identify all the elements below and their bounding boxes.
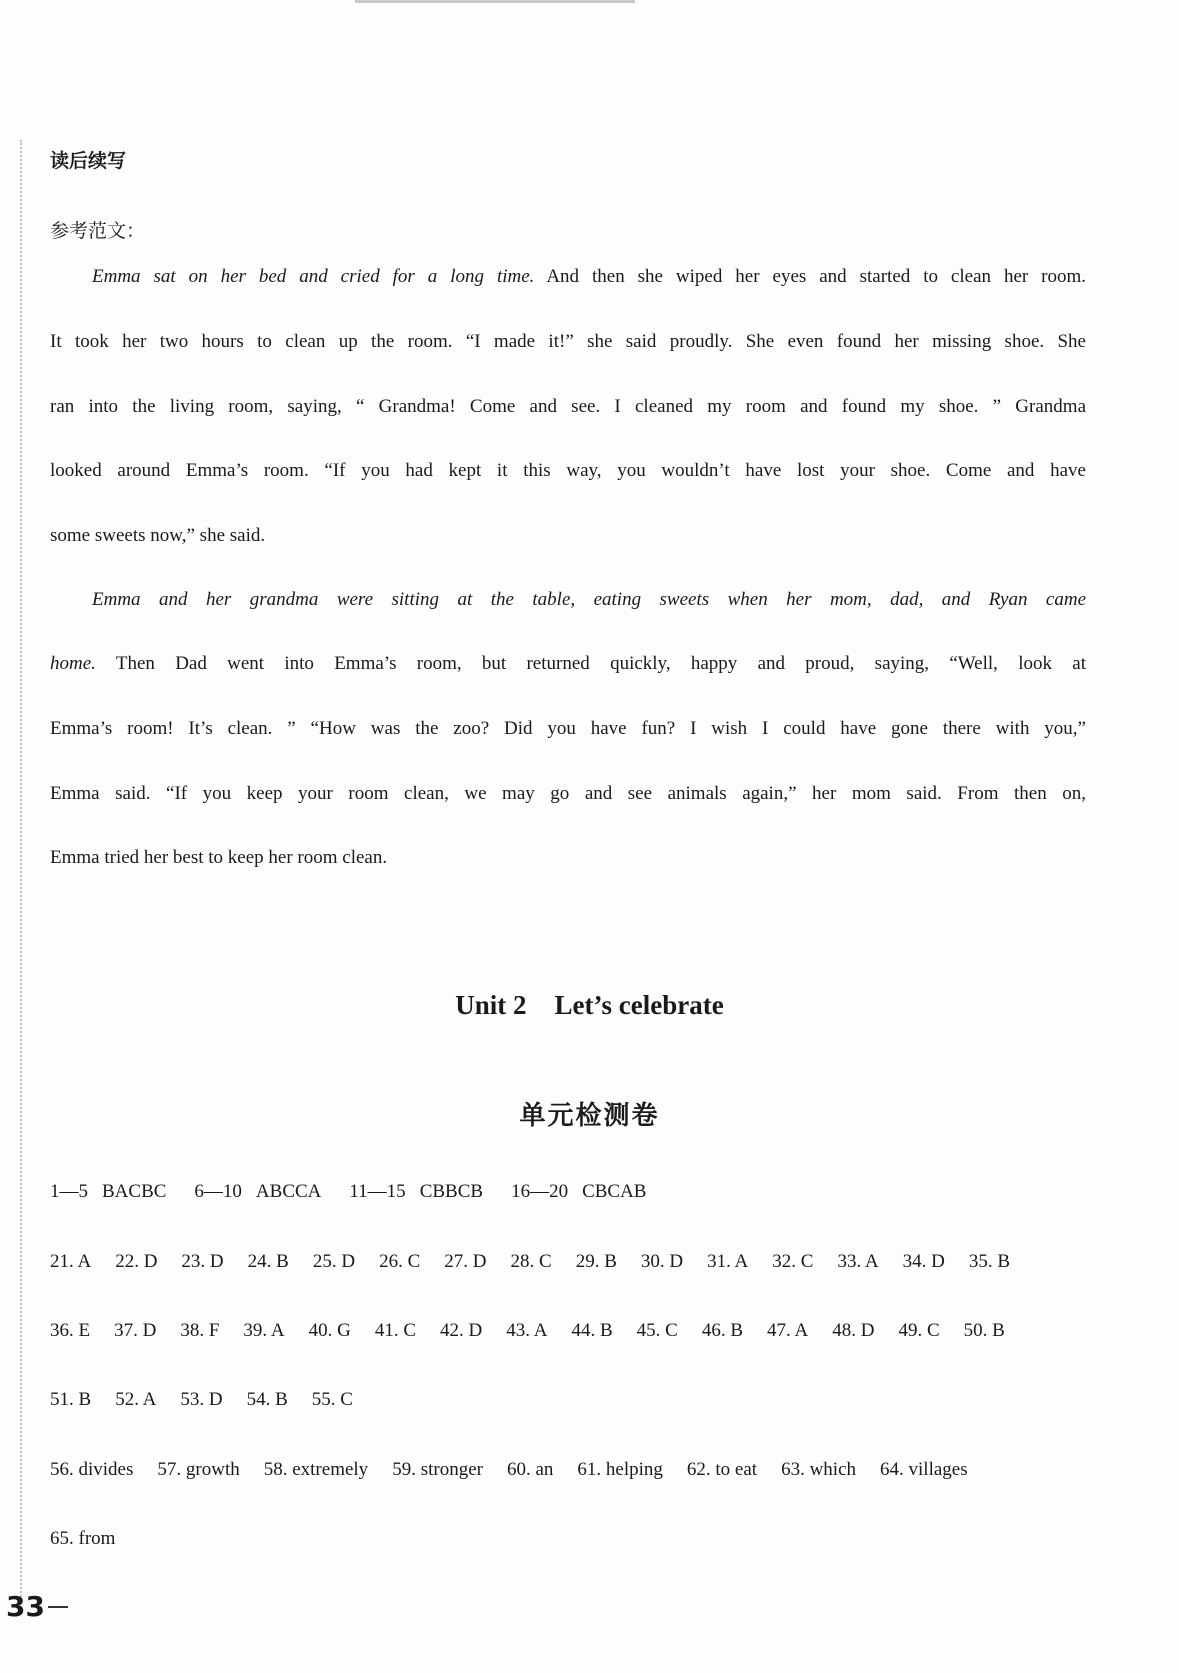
essay-line: Emma tried her best to keep her room clean. [50,847,388,868]
answer-range: 6—10 [194,1181,242,1202]
essay-line: Emma said. “If you keep your room clean, we may go and see animals again,” her mom said. From then on, [50,783,1086,804]
answer-letters: CBBCB [419,1181,484,1202]
page-number-dash [48,1606,68,1608]
answer-item: 31. A [707,1251,749,1272]
binding-dotted-line [20,140,22,1600]
essay-intro-italic: home. [50,653,96,674]
answer-item: 24. B [247,1251,289,1272]
answer-item: 48. D [832,1320,875,1341]
answer-item: 28. C [510,1251,552,1272]
answer-item: 51. B [50,1389,92,1410]
answer-item: 57. growth [157,1459,240,1480]
answer-item: 38. F [180,1320,220,1341]
answer-item: 23. D [181,1251,224,1272]
section-heading: 读后续写 [50,150,127,172]
essay-line: looked around Emma’s room. “If you had kept it this way, you wouldn’t have lost your shoe. Come and have [50,460,1086,481]
top-rule [355,0,635,3]
answer-item: 40. G [308,1320,351,1341]
answer-item: 60. an [506,1459,554,1480]
answer-item: 41. C [374,1320,417,1341]
answer-item: 53. D [180,1389,223,1410]
answer-item: 37. D [114,1320,157,1341]
answer-item: 25. D [312,1251,356,1272]
answer-item: 55. C [311,1389,353,1410]
essay-line: ran into the living room, saying, “ Grandma! Come and see. I cleaned my room and found my shoe. ” Grandma [50,396,1086,417]
answer-item: 49. C [898,1320,940,1341]
answer-item: 44. B [571,1320,613,1341]
essay-text: Then Dad went into Emma’s room, but returned quickly, happy and proud, saying, “Well, look at [115,653,1086,674]
unit-name: Let’s celebrate [554,990,724,1020]
answer-row [50,1320,1029,1342]
answer-item: 27. D [444,1251,487,1272]
answer-range: 1—5 [50,1181,88,1202]
answer-group [349,1181,483,1203]
answer-row [50,1459,992,1481]
answer-letters: BACBC [102,1181,167,1202]
sample-essay-label: 参考范文： [50,220,146,242]
answer-item: 36. E [50,1320,91,1341]
test-title: 单元检测卷 [519,1101,660,1131]
answer-letters: CBCAB [582,1181,647,1202]
answer-item: 21. A [50,1251,92,1272]
answer-item: 52. A [115,1389,157,1410]
answer-item: 46. B [701,1320,744,1341]
essay-paragraph2-intro: Emma and her grandma were sitting at the table, eating sweets when her mom, dad, and Ryan came [92,589,1086,610]
answer-item: 50. B [963,1320,1005,1341]
unit-title [0,990,1179,1021]
answer-row [50,1251,1034,1273]
essay-line [50,653,1086,675]
answer-group [50,1181,166,1203]
answer-item: 30. D [640,1251,684,1272]
answer-range: 11—15 [349,1181,406,1202]
answer-row [50,1528,139,1550]
answer-item: 47. A [767,1320,809,1341]
answer-item: 42. D [440,1320,483,1341]
answer-item: 45. C [636,1320,678,1341]
answer-item: 64. villages [880,1459,968,1480]
essay-line [92,266,1086,288]
answer-item: 61. helping [577,1459,663,1480]
answer-item: 43. A [506,1320,548,1341]
essay-line: It took her two hours to clean up the room. “I made it!” she said proudly. She even found her missing shoe. She [50,331,1086,352]
answer-row [50,1389,377,1411]
answer-item: 63. which [781,1459,857,1480]
essay-intro-italic: Emma sat on her bed and cried for a long time. [92,266,535,287]
answer-item: 65. from [50,1528,116,1549]
answer-item: 35. B [968,1251,1011,1272]
answer-item: 26. C [379,1251,421,1272]
answer-item: 62. to eat [686,1459,758,1480]
answer-item: 22. D [115,1251,158,1272]
essay-text: And then she wiped her eyes and started to clean her room. [546,266,1087,287]
answer-row [50,1181,674,1203]
answer-item: 34. D [902,1251,945,1272]
answer-item: 33. A [837,1251,879,1272]
answer-group [194,1181,321,1203]
answer-letters: ABCCA [255,1181,322,1202]
answer-item: 32. C [772,1251,814,1272]
page-number: 33 [6,1590,45,1623]
answer-item: 56. divides [50,1459,134,1480]
answer-item: 39. A [243,1320,285,1341]
essay-line: Emma’s room! It’s clean. ” “How was the zoo? Did you have fun? I wish I could have gone there with you,” [50,718,1086,739]
essay-line: some sweets now,” she said. [50,525,266,546]
answer-item: 29. B [575,1251,617,1272]
answer-group [511,1181,646,1203]
answer-item: 58. extremely [263,1459,369,1480]
answer-item: 59. stronger [392,1459,483,1480]
answer-item: 54. B [246,1389,288,1410]
answer-range: 16—20 [511,1181,569,1202]
unit-number: Unit 2 [455,990,527,1020]
